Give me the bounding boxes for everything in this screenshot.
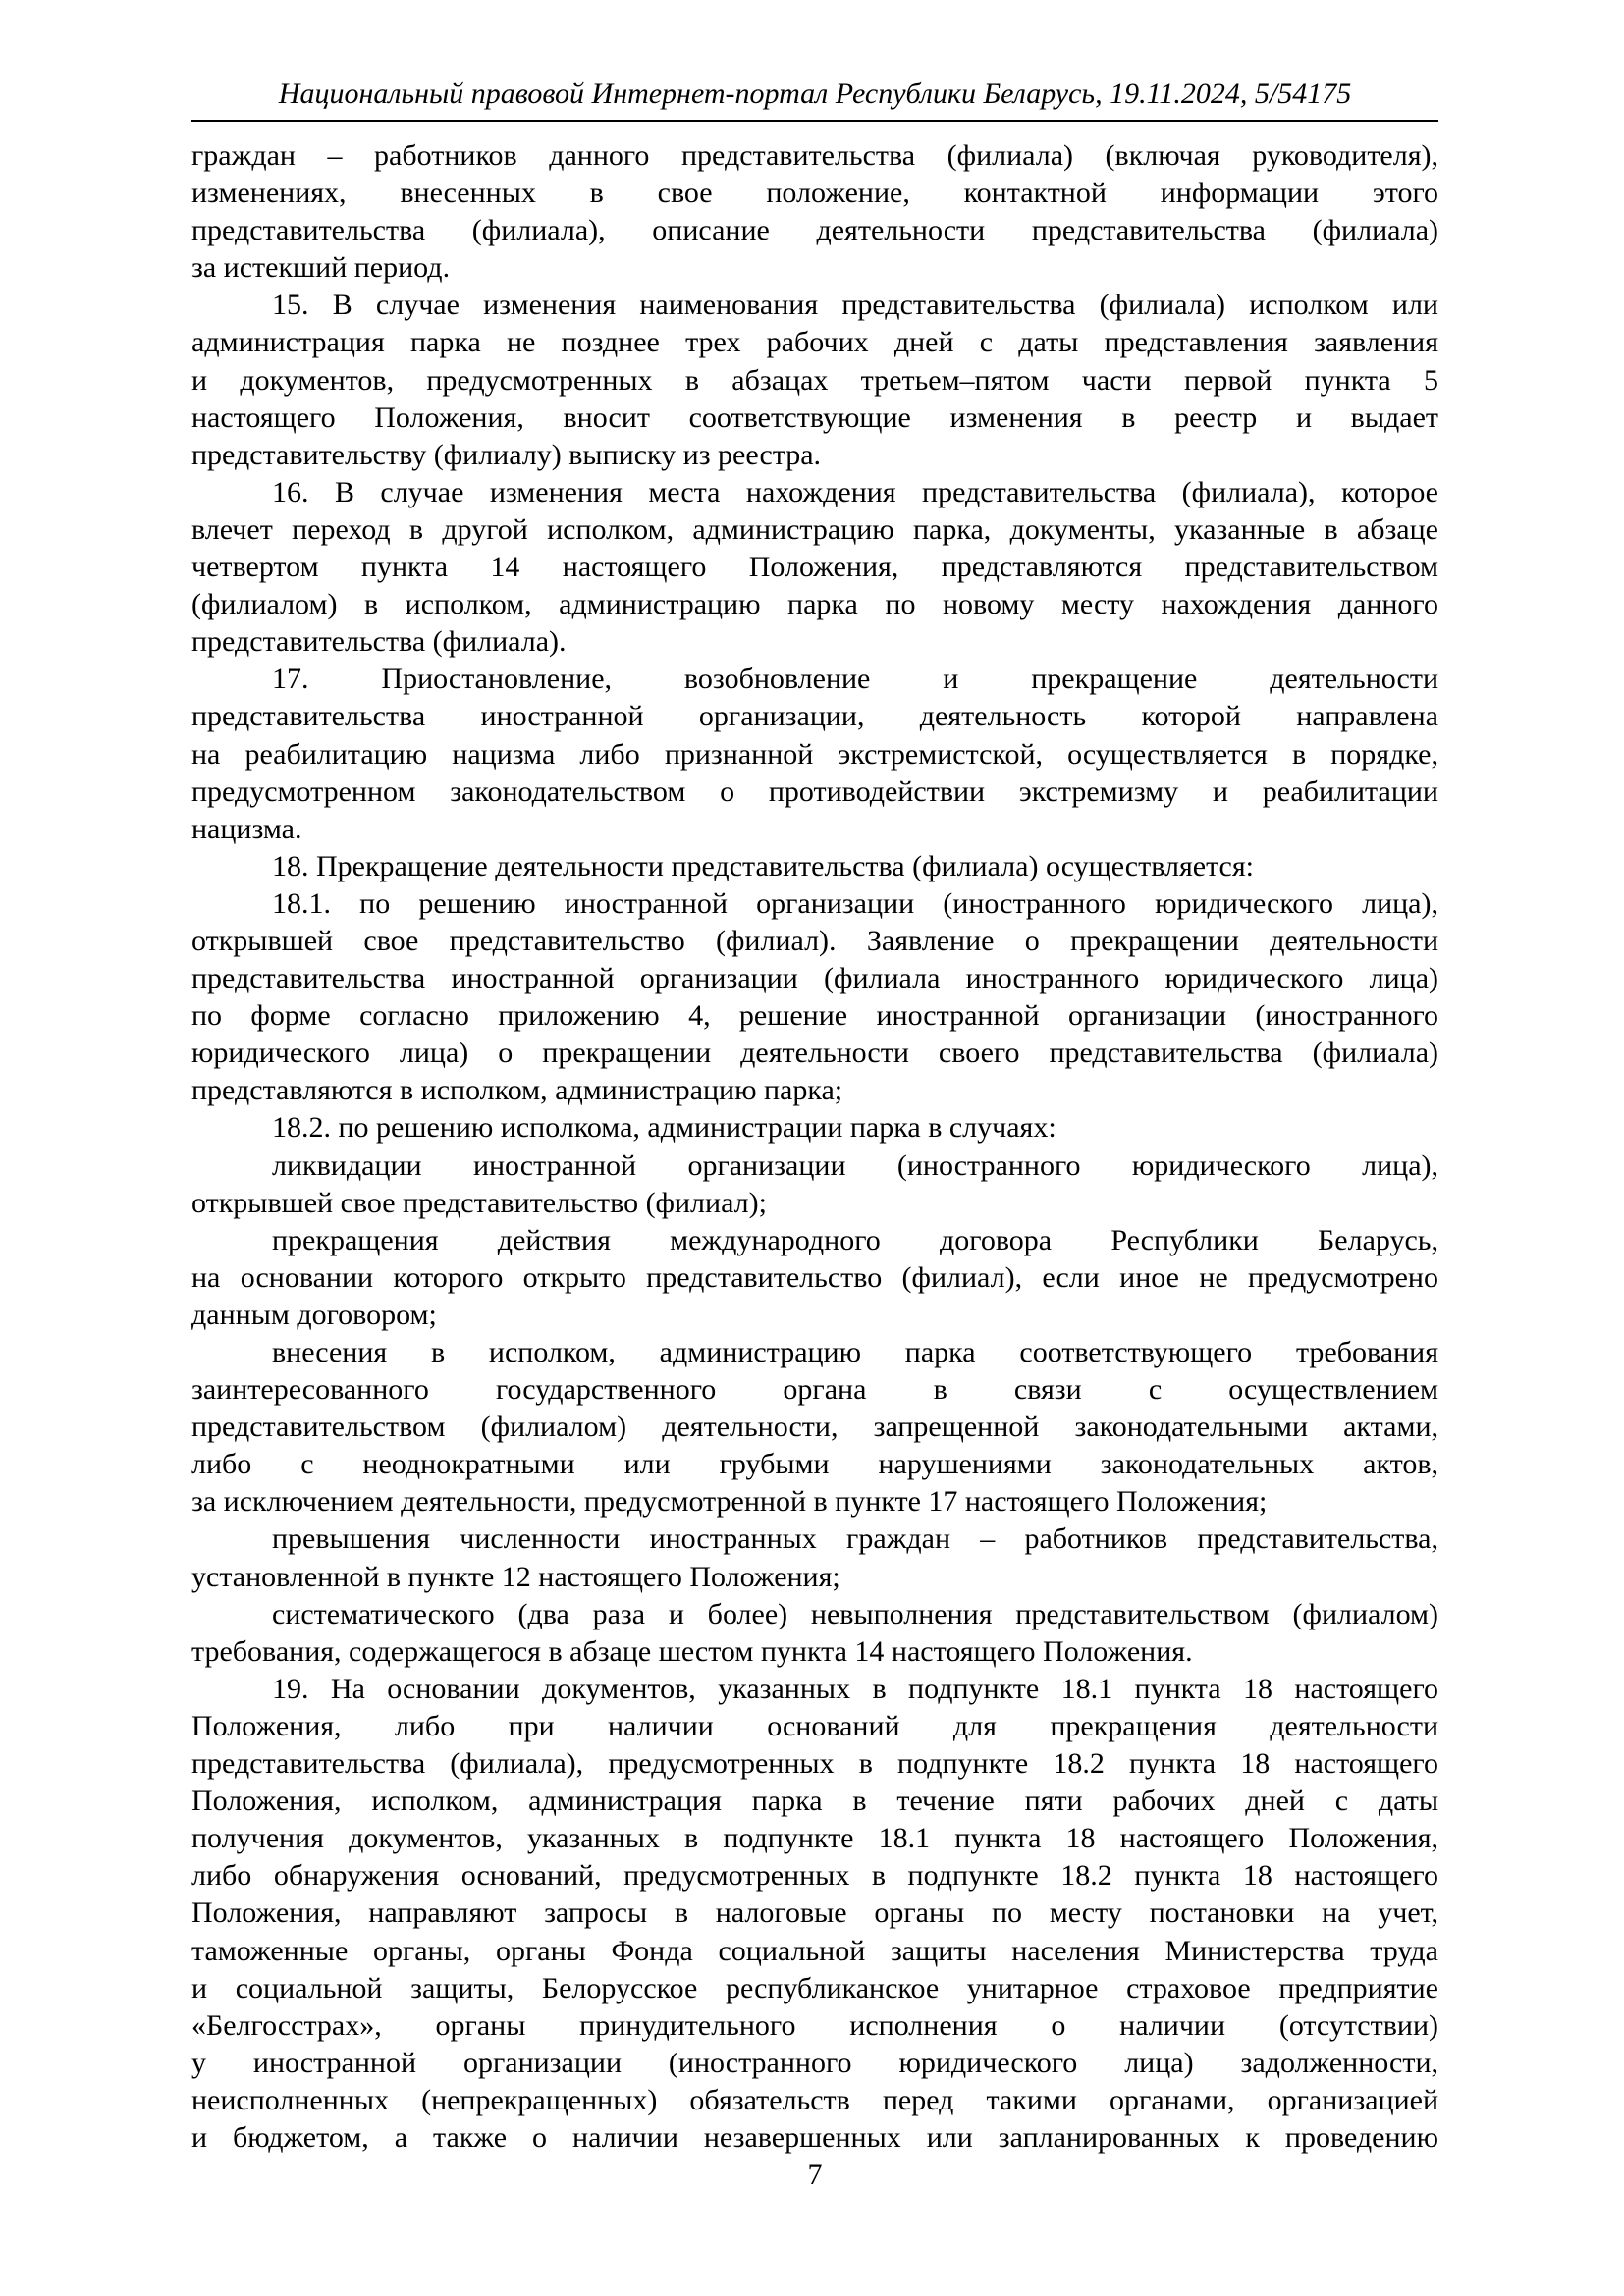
page-header: Национальный правовой Интернет-портал Республики Беларусь, 19.11.2024, 5/54175 bbox=[278, 78, 1352, 110]
text-line: неисполненных (непрекращенных) обязательств перед такими органами, организацией bbox=[191, 2083, 1438, 2116]
text-line: «Белгосстрах», органы принудительного исполнения о наличии (отсутствии) bbox=[191, 2008, 1438, 2042]
text-line: предусмотренном законодательством о противодействии экстремизму и реабилитации bbox=[191, 774, 1438, 808]
text-line: установленной в пункте 12 настоящего Положения; bbox=[191, 1560, 840, 1593]
text-line: четвертом пункта 14 настоящего Положения, представляются представительством bbox=[191, 551, 1438, 584]
text-line: 18. Прекращение деятельности представительства (филиала) осуществляется: bbox=[272, 849, 1255, 882]
text-line: таможенные органы, органы Фонда социальной защиты населения Министерства труда bbox=[191, 1934, 1438, 1967]
text-line: превышения численности иностранных граждан – работников представительства, bbox=[272, 1522, 1438, 1556]
header-divider bbox=[191, 120, 1438, 122]
text-line: по форме согласно приложению 4, решение иностранной организации (иностранного bbox=[191, 999, 1438, 1033]
text-line: и бюджетом, а также о наличии незавершенных или запланированных к проведению bbox=[191, 2120, 1438, 2154]
text-line: представительства (филиала), описание деятельности представительства (филиала) bbox=[191, 214, 1438, 247]
text-line: представляются в исполком, администрацию парка; bbox=[191, 1074, 843, 1107]
text-line: юридического лица) о прекращении деятельности своего представительства (филиала) bbox=[191, 1037, 1438, 1070]
text-line: (филиалом) в исполком, администрацию парка по новому месту нахождения данного bbox=[191, 588, 1438, 621]
text-line: прекращения действия международного договора Республики Беларусь, bbox=[272, 1223, 1438, 1256]
text-line: 15. В случае изменения наименования представительства (филиала) исполком или bbox=[272, 289, 1438, 322]
text-line: администрация парка не позднее трех рабочих дней с даты представления заявления bbox=[191, 326, 1438, 359]
text-line: заинтересованного государственного органа в связи с осуществлением bbox=[191, 1373, 1438, 1407]
text-line: 19. На основании документов, указанных в подпункте 18.1 пункта 18 настоящего bbox=[272, 1672, 1438, 1705]
text-line: граждан – работников данного представительства (филиала) (включая руководителя), bbox=[191, 139, 1438, 172]
text-line: 18.2. по решению исполкома, администрации парка в случаях: bbox=[272, 1111, 1056, 1145]
text-line: нацизма. bbox=[191, 812, 302, 845]
text-line: Положения, либо при наличии оснований для прекращения деятельности bbox=[191, 1709, 1438, 1742]
text-line: и социальной защиты, Белорусское республиканское унитарное страховое предприятие bbox=[191, 1971, 1438, 2004]
text-line: получения документов, указанных в подпункте 18.1 пункта 18 настоящего Положения, bbox=[191, 1822, 1438, 1855]
text-line: за истекший период. bbox=[191, 251, 451, 285]
text-line: влечет переход в другой исполком, администрацию парка, документы, указанные в абзаце bbox=[191, 512, 1438, 546]
text-line: Положения, направляют запросы в налоговые органы по месту постановки на учет, bbox=[191, 1896, 1438, 1930]
text-line: открывшей свое представительство (филиал); bbox=[191, 1186, 767, 1219]
text-line: 17. Приостановление, возобновление и прекращение деятельности bbox=[272, 663, 1438, 696]
text-line: и документов, предусмотренных в абзацах третьем–пятом части первой пункта 5 bbox=[191, 363, 1438, 397]
text-line: либо с неоднократными или грубыми нарушениями законодательных актов, bbox=[191, 1448, 1438, 1481]
text-line: у иностранной организации (иностранного юридического лица) задолженности, bbox=[191, 2046, 1438, 2079]
text-line: 16. В случае изменения места нахождения представительства (филиала), которое bbox=[272, 475, 1438, 508]
text-line: на основании которого открыто представительство (филиал), если иное не предусмотрено bbox=[191, 1260, 1438, 1294]
text-line: систематического (два раза и более) невыполнения представительством (филиалом) bbox=[272, 1597, 1438, 1630]
text-line: на реабилитацию нацизма либо признанной экстремистской, осуществляется в порядке, bbox=[191, 737, 1438, 771]
text-line: данным договором; bbox=[191, 1298, 437, 1331]
text-line: Положения, исполком, администрация парка в течение пяти рабочих дней с даты bbox=[191, 1785, 1438, 1818]
text-line: за исключением деятельности, предусмотренной в пункте 17 настоящего Положения; bbox=[191, 1485, 1268, 1519]
text-line: представительству (филиалу) выписку из реестра. bbox=[191, 438, 822, 471]
text-line: внесения в исполком, администрацию парка соответствующего требования bbox=[272, 1336, 1438, 1368]
text-line: представительства (филиала), предусмотренных в подпункте 18.2 пункта 18 настоящего bbox=[191, 1747, 1438, 1781]
text-line: представительства иностранной организации (филиала иностранного юридического лица) bbox=[191, 962, 1438, 995]
text-line: ликвидации иностранной организации (иностранного юридического лица), bbox=[272, 1148, 1438, 1182]
text-line: настоящего Положения, вносит соответствующие изменения в реестр и выдает bbox=[191, 400, 1438, 434]
text-line: представительством (филиалом) деятельности, запрещенной законодательными актами, bbox=[191, 1411, 1438, 1444]
text-line: представительства (филиала). bbox=[191, 625, 567, 659]
text-line: требования, содержащегося в абзаце шестом пункта 14 настоящего Положения. bbox=[191, 1634, 1193, 1668]
page-number: 7 bbox=[807, 2159, 823, 2191]
text-line: представительства иностранной организации, деятельность которой направлена bbox=[191, 700, 1438, 733]
text-line: открывшей свое представительство (филиал). Заявление о прекращении деятельности bbox=[191, 924, 1438, 957]
text-line: либо обнаружения оснований, предусмотренных в подпункте 18.2 пункта 18 настоящего bbox=[191, 1859, 1438, 1893]
text-line: 18.1. по решению иностранной организации (иностранного юридического лица), bbox=[272, 886, 1438, 920]
document-body bbox=[191, 137, 1438, 2157]
text-line: изменениях, внесенных в свое положение, контактной информации этого bbox=[191, 177, 1438, 210]
